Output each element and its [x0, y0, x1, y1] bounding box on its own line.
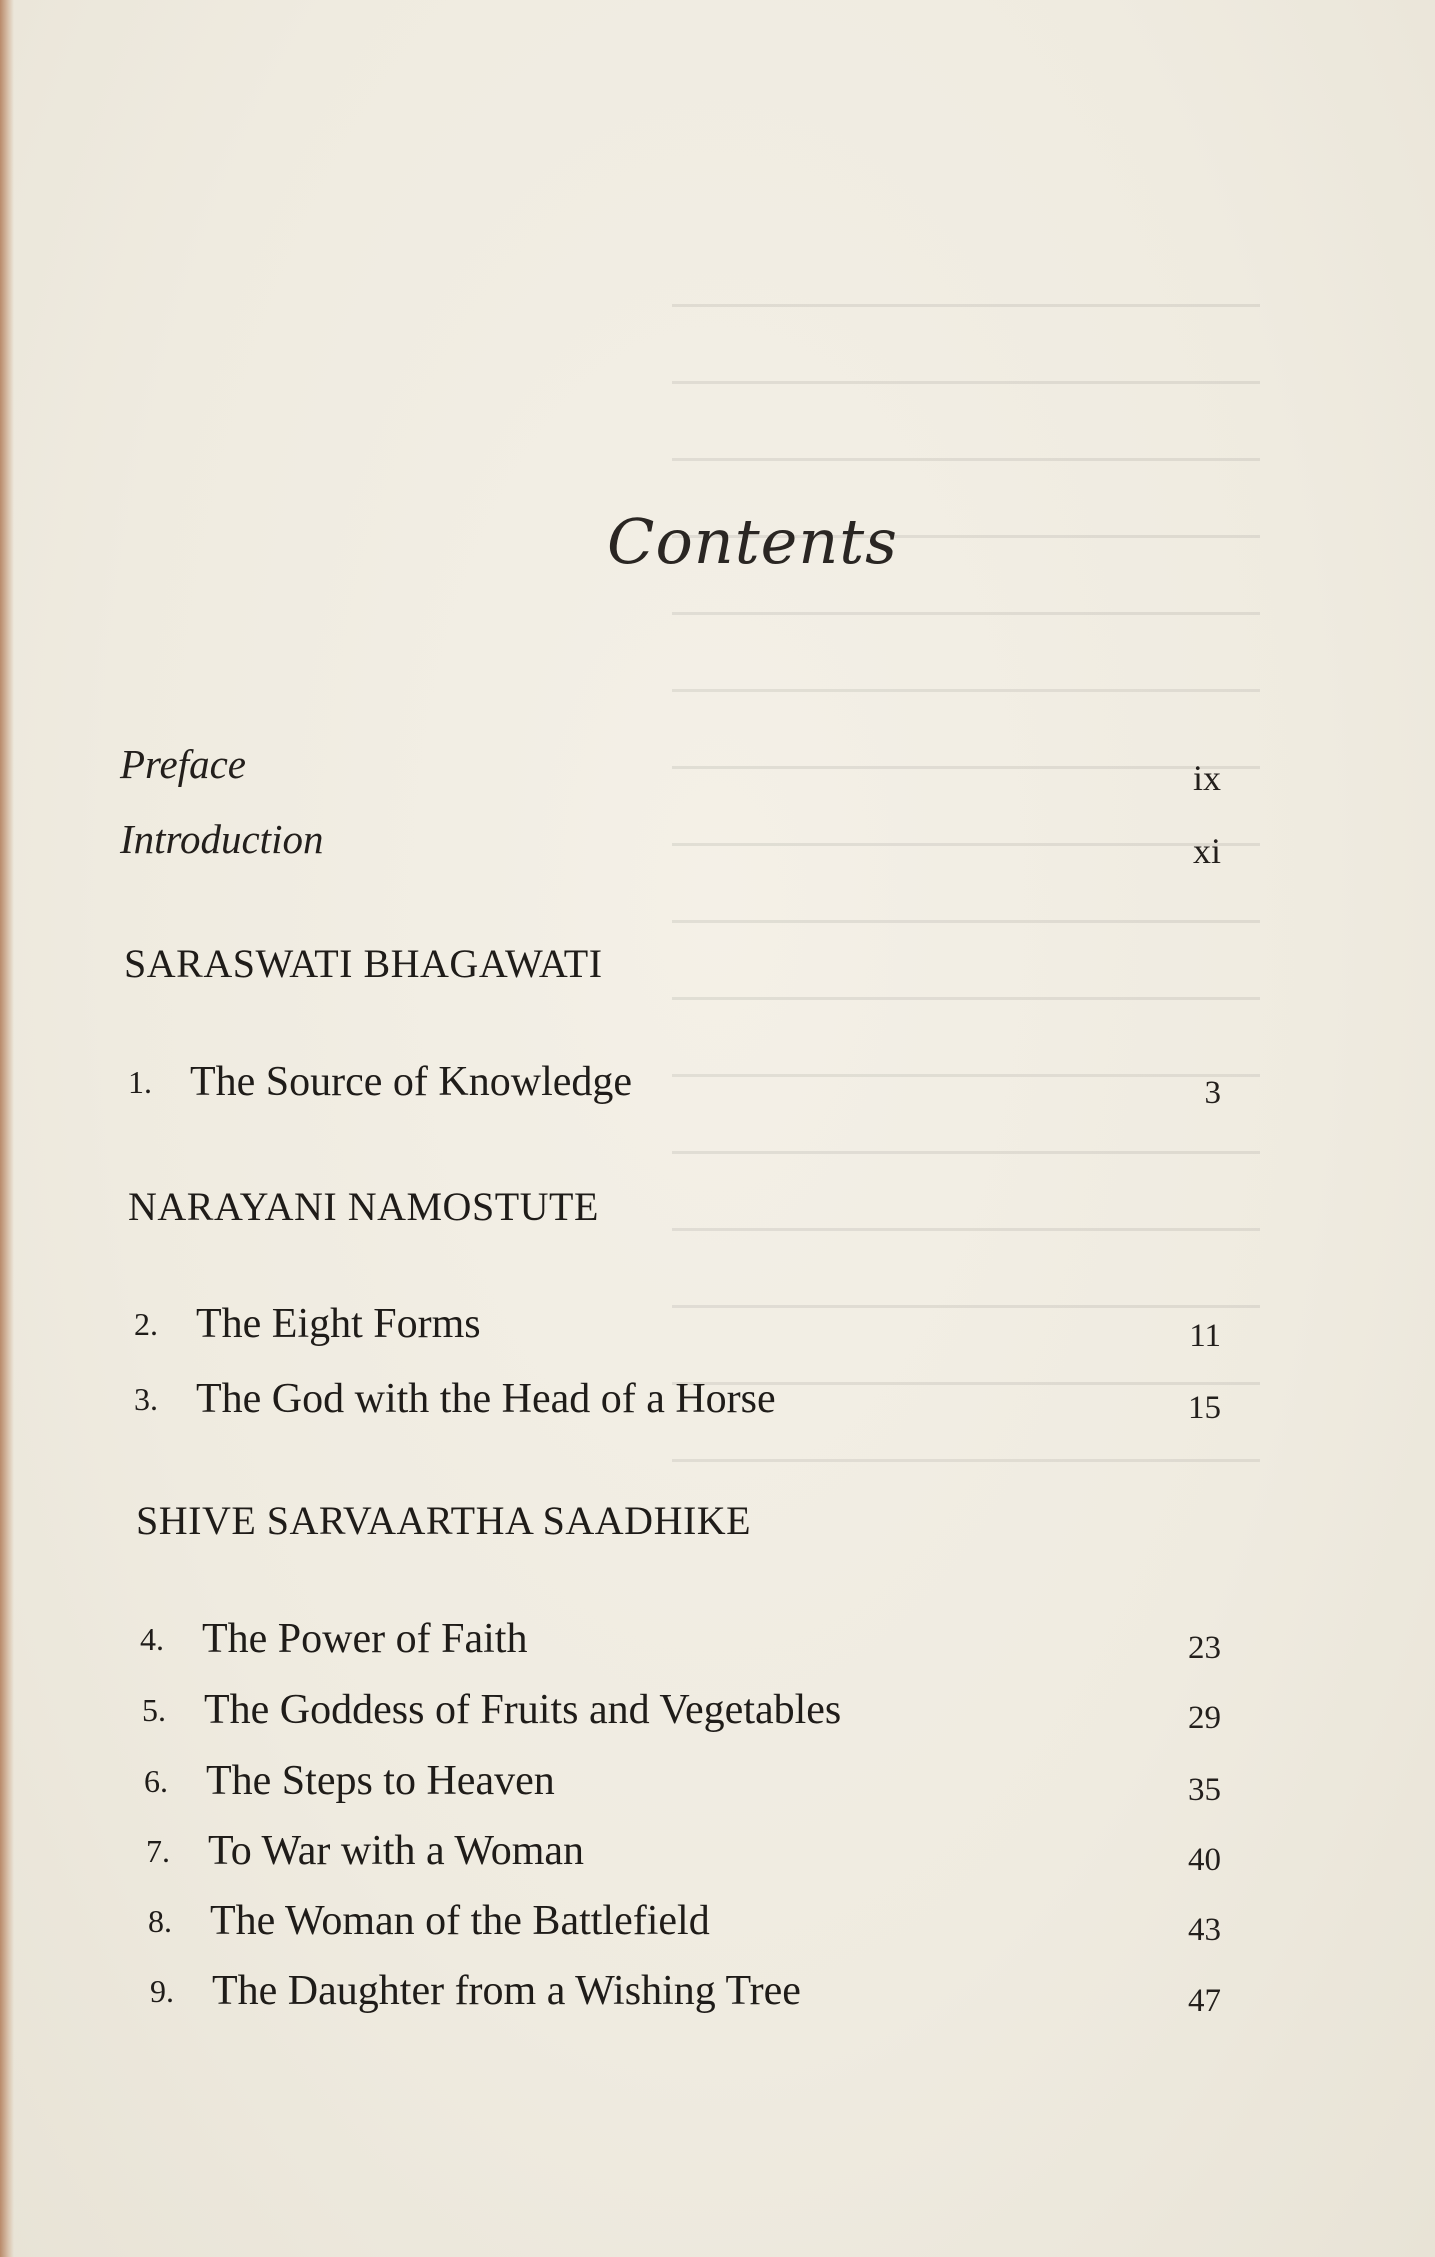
- toc-entry-number: 2.: [134, 1306, 158, 1342]
- toc-entry-title: The Woman of the Battlefield: [210, 1898, 710, 1944]
- toc-entry-page: 23: [1188, 1630, 1221, 1666]
- section-heading-saraswati: SARASWATI BHAGAWATI: [124, 941, 603, 986]
- toc-entry-page: 43: [1188, 1912, 1221, 1948]
- section-heading-shive: SHIVE SARVAARTHA SAADHIKE: [136, 1498, 752, 1543]
- toc-entry-page: 40: [1188, 1842, 1221, 1878]
- toc-entry-title: The Source of Knowledge: [190, 1059, 633, 1105]
- toc-entry-title: The Power of Faith: [202, 1616, 528, 1662]
- toc-entry-title: The God with the Head of a Horse: [196, 1376, 776, 1422]
- toc-entry-page: 35: [1188, 1772, 1221, 1808]
- toc-entry-number: 5.: [142, 1692, 166, 1728]
- toc-entry-number: 7.: [146, 1833, 170, 1869]
- toc-entry-number: 8.: [148, 1903, 172, 1939]
- toc-entry-number: 1.: [128, 1064, 152, 1100]
- page-edge-shadow: [0, 0, 14, 2257]
- toc-entry-number: 9.: [150, 1973, 174, 2009]
- toc-entry-page: 11: [1189, 1318, 1221, 1354]
- toc-entry-page: 15: [1188, 1390, 1221, 1426]
- toc-entry-title: The Steps to Heaven: [206, 1758, 555, 1804]
- toc-entry-title: The Goddess of Fruits and Vegetables: [204, 1687, 842, 1733]
- toc-entry-title: To War with a Woman: [208, 1828, 585, 1874]
- toc-entry-title: The Daughter from a Wishing Tree: [212, 1968, 801, 2014]
- page-title: Contents: [607, 505, 898, 578]
- section-heading-narayani: NARAYANI NAMOSTUTE: [128, 1184, 599, 1229]
- toc-entry-number: 4.: [140, 1621, 164, 1657]
- toc-introduction-label: Introduction: [120, 816, 324, 862]
- toc-entry-page: 29: [1188, 1700, 1221, 1736]
- toc-preface-label: Preface: [120, 741, 246, 787]
- toc-entry-page: 47: [1188, 1983, 1221, 2019]
- toc-entry-title: The Eight Forms: [196, 1301, 481, 1347]
- show-through-text: [420, 230, 1260, 1530]
- toc-entry-number: 6.: [144, 1763, 168, 1799]
- toc-preface-page: ix: [1192, 758, 1221, 798]
- toc-entry-number: 3.: [134, 1381, 158, 1417]
- toc-entry-page: 3: [1204, 1075, 1221, 1111]
- toc-introduction-page: xi: [1192, 831, 1221, 871]
